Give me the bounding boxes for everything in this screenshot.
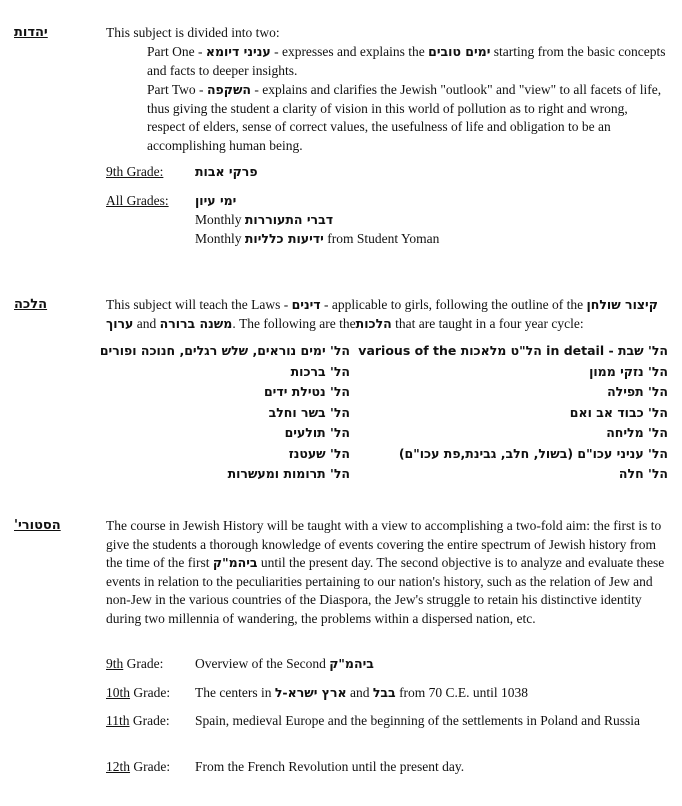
halacha-item: הל' חלה <box>618 466 668 481</box>
section-title-halacha: הלכה <box>14 297 48 312</box>
halacha-list-right <box>358 342 668 486</box>
all-grades-line-3: Monthly ידיעות כלליות from Student Yoman <box>195 231 440 246</box>
history-grade-12-label: 12th Grade: <box>106 759 171 774</box>
all-grades-line-1: ימי עיון <box>195 193 237 208</box>
halacha-item: הל' תרומות ומעשרות <box>227 466 350 481</box>
history-grade-10-text: The centers in ארץ ישרא-ל and בבל from 70 C.E. until 1038 <box>195 685 529 700</box>
section-title-history: הסטורי' <box>14 518 61 533</box>
history-grade-9-label: 9th Grade: <box>106 656 164 671</box>
halacha-item: הל' ברכות <box>290 363 350 379</box>
yahadus-part-one: Part One - עניני דיומא - expresses and explains the ימים טובים starting from the basic concepts and facts to deeper insights. <box>147 44 666 78</box>
halacha-item: הל' עניני עכו"ם (בשול, חלב, גבינת,פת עכו"ם) <box>398 445 668 461</box>
halacha-item: הל' שבת - in detail הל"ט מלאכות various of the <box>358 343 668 358</box>
halacha-item: הל' שעטנז <box>288 445 350 461</box>
halacha-item: הל' תולעים <box>284 425 350 440</box>
section-title-yahadus: יהדות <box>14 25 48 40</box>
halacha-list-left <box>100 342 350 486</box>
halacha-intro: This subject will teach the Laws - דינים - applicable to girls, following the outline of the קיצור שולחן ערוך and משנה ברורה. The following are theהלכות that are taught in a four year cycle: <box>106 297 658 331</box>
halacha-item: הל' כבוד אב ואם <box>569 404 668 420</box>
history-grade-11-label: 11th Grade: <box>106 713 170 728</box>
grade-9-label: 9th Grade: <box>106 164 164 179</box>
history-paragraph: The course in Jewish History will be taught with a view to accomplishing a two-fold aim: the first is to give the students a thorough knowledge of events covering the entire spectrum of Jewish history from the time of the first ביהמ"ק until the present day. The second objective is to analyze and evaluate these events in relation to the peculiarities pertaining to our nation's history, such as the relation of Jew and non-Jew in the various countries of the Diaspora, the Jew's struggle to retain his distinctive identity during two millennia of wandering, the problems within a dispersed nation, etc. <box>106 518 665 626</box>
history-grade-12-text: From the French Revolution until the present day. <box>195 759 465 774</box>
halacha-item: הל' מליחה <box>606 425 668 440</box>
all-grades-label: All Grades: <box>106 193 169 208</box>
grade-9-value: פרקי אבות <box>195 164 258 179</box>
yahadus-part-two: Part Two - השקפה - explains and clarifies the Jewish "outlook" and "view" to all facets of life, thus giving the student a clarity of vision in this world of pollution as to right and wrong, respect of elders, sense of correct values, the usefulness of life and obligation to be an accomplishing human being. <box>147 82 662 153</box>
halacha-item: הל' תפילה <box>607 384 668 399</box>
history-grade-11: 11th Grade: Spain, medieval Europe and the beginning of the settlements in Poland and Russia <box>106 712 666 731</box>
yahadus-intro: This subject is divided into two: <box>106 25 280 40</box>
history-grade-10-label: 10th Grade: <box>106 685 171 700</box>
halacha-item: הל' נזקי ממון <box>589 363 668 379</box>
history-grade-9-text: Overview of the Second ביהמ"ק <box>195 656 374 671</box>
halacha-item: הל' נטילת ידים <box>263 384 350 399</box>
halacha-item: הל' בשר וחלב <box>268 404 350 420</box>
halacha-item: הל' ימים נוראים, שלש רגלים, חנוכה ופורים <box>99 343 350 358</box>
all-grades-line-2: Monthly דברי התעוררות <box>195 212 334 227</box>
